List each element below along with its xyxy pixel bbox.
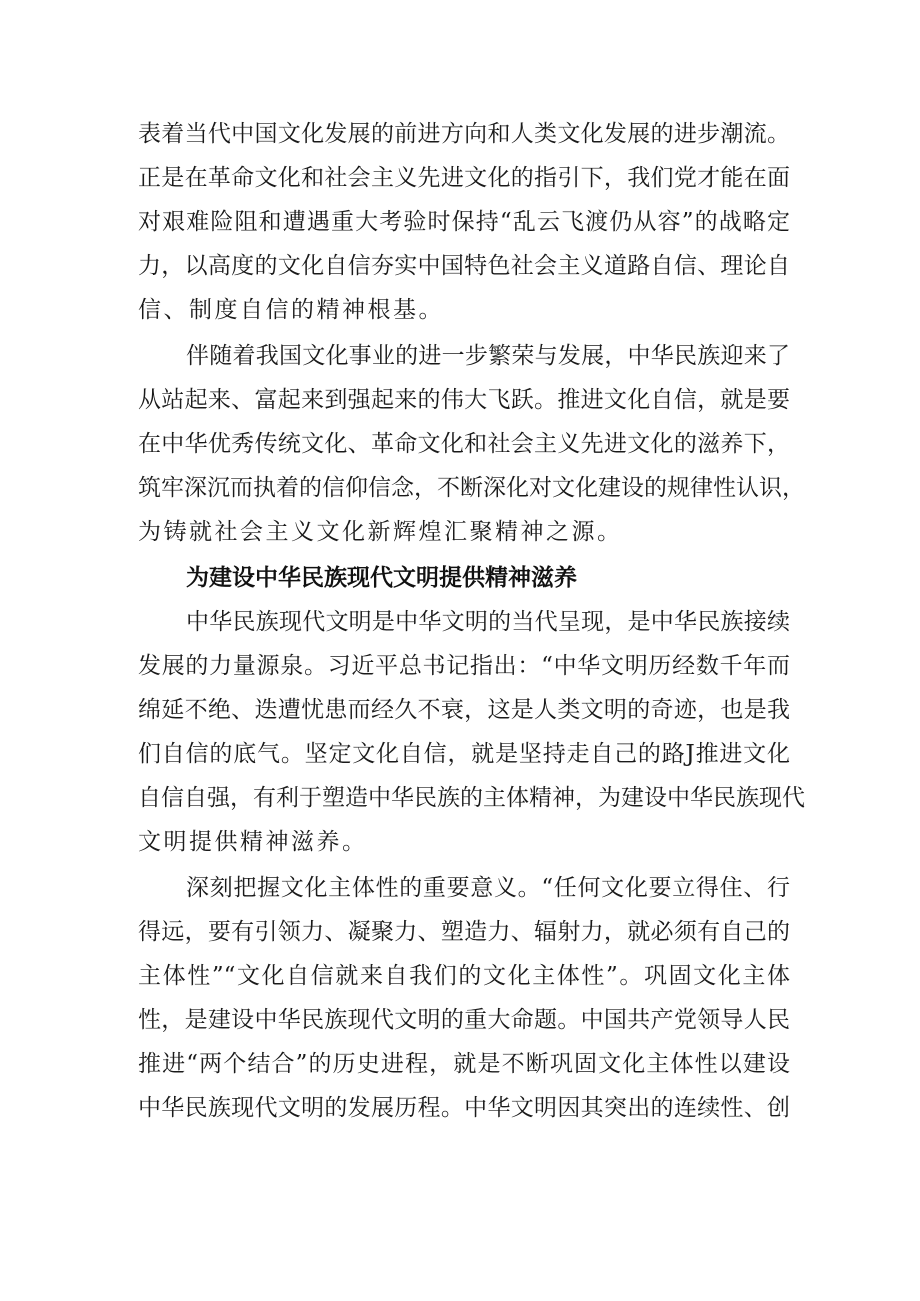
paragraph-1-line-3: 对艰难险阻和遭遇重大考验时保持“乱云飞渡仍从容”的战略定 (138, 209, 790, 235)
paragraph-4-line-6: 中华民族现代文明的发展历程。中华文明因其突出的连续性、创 (138, 1095, 790, 1121)
paragraph-2-line-4: 筑牢深沉而执着的信仰信念，不断深化对文化建设的规律性认识， (138, 475, 805, 501)
paragraph-3-line-5: 自信自强，有利于塑造中华民族的主体精神，为建设中华民族现代 (138, 785, 805, 811)
section-heading: 为建设中华民族现代文明提供精神滋养 (186, 565, 577, 591)
paragraph-1-line-5: 信、制度自信的精神根基。 (138, 297, 444, 323)
paragraph-2-line-2: 从站起来、富起来到强起来的伟大飞跃。推进文化自信，就是要 (138, 387, 790, 413)
paragraph-2-line-3: 在中华优秀传统文化、革命文化和社会主义先进文化的滋养下， (138, 431, 790, 457)
paragraph-4-line-3: 主体性”“文化自信就来自我们的文化主体性”。巩固文化主体 (138, 963, 790, 989)
paragraph-1-line-2: 正是在革命文化和社会主义先进文化的指引下，我们党才能在面 (138, 165, 790, 191)
paragraph-3-line-4: 们自信的底气。坚定文化自信，就是坚持走自己的路J推进文化 (138, 741, 790, 767)
paragraph-4-line-5: 推进“两个结合”的历史进程，就是不断巩固文化主体性以建设 (138, 1051, 790, 1077)
paragraph-2-line-1: 伴随着我国文化事业的进一步繁荣与发展，中华民族迎来了 (186, 343, 790, 369)
paragraph-4-line-1: 深刻把握文化主体性的重要意义。“任何文化要立得住、行 (186, 875, 790, 901)
paragraph-3-line-3: 绵延不绝、迭遭忧患而经久不衰，这是人类文明的奇迹，也是我 (138, 697, 790, 723)
paragraph-2-line-5: 为铸就社会主义文化新辉煌汇聚精神之源。 (138, 519, 623, 545)
paragraph-3-line-6: 文明提供精神滋养。 (138, 829, 368, 855)
paragraph-4-line-4: 性，是建设中华民族现代文明的重大命题。中国共产党领导人民 (138, 1007, 790, 1033)
paragraph-3-line-2: 发展的力量源泉。习近平总书记指出：“中华文明历经数千年而 (138, 653, 790, 679)
paragraph-4-line-2: 得远，要有引领力、凝聚力、塑造力、辐射力，就必须有自己的 (138, 919, 790, 945)
paragraph-1-line-1: 表着当代中国文化发展的前进方向和人类文化发展的进步潮流。 (138, 121, 790, 147)
paragraph-3-line-1: 中华民族现代文明是中华文明的当代呈现，是中华民族接续 (186, 609, 790, 635)
paragraph-1-line-4: 力，以高度的文化自信夯实中国特色社会主义道路自信、理论自 (138, 253, 790, 279)
